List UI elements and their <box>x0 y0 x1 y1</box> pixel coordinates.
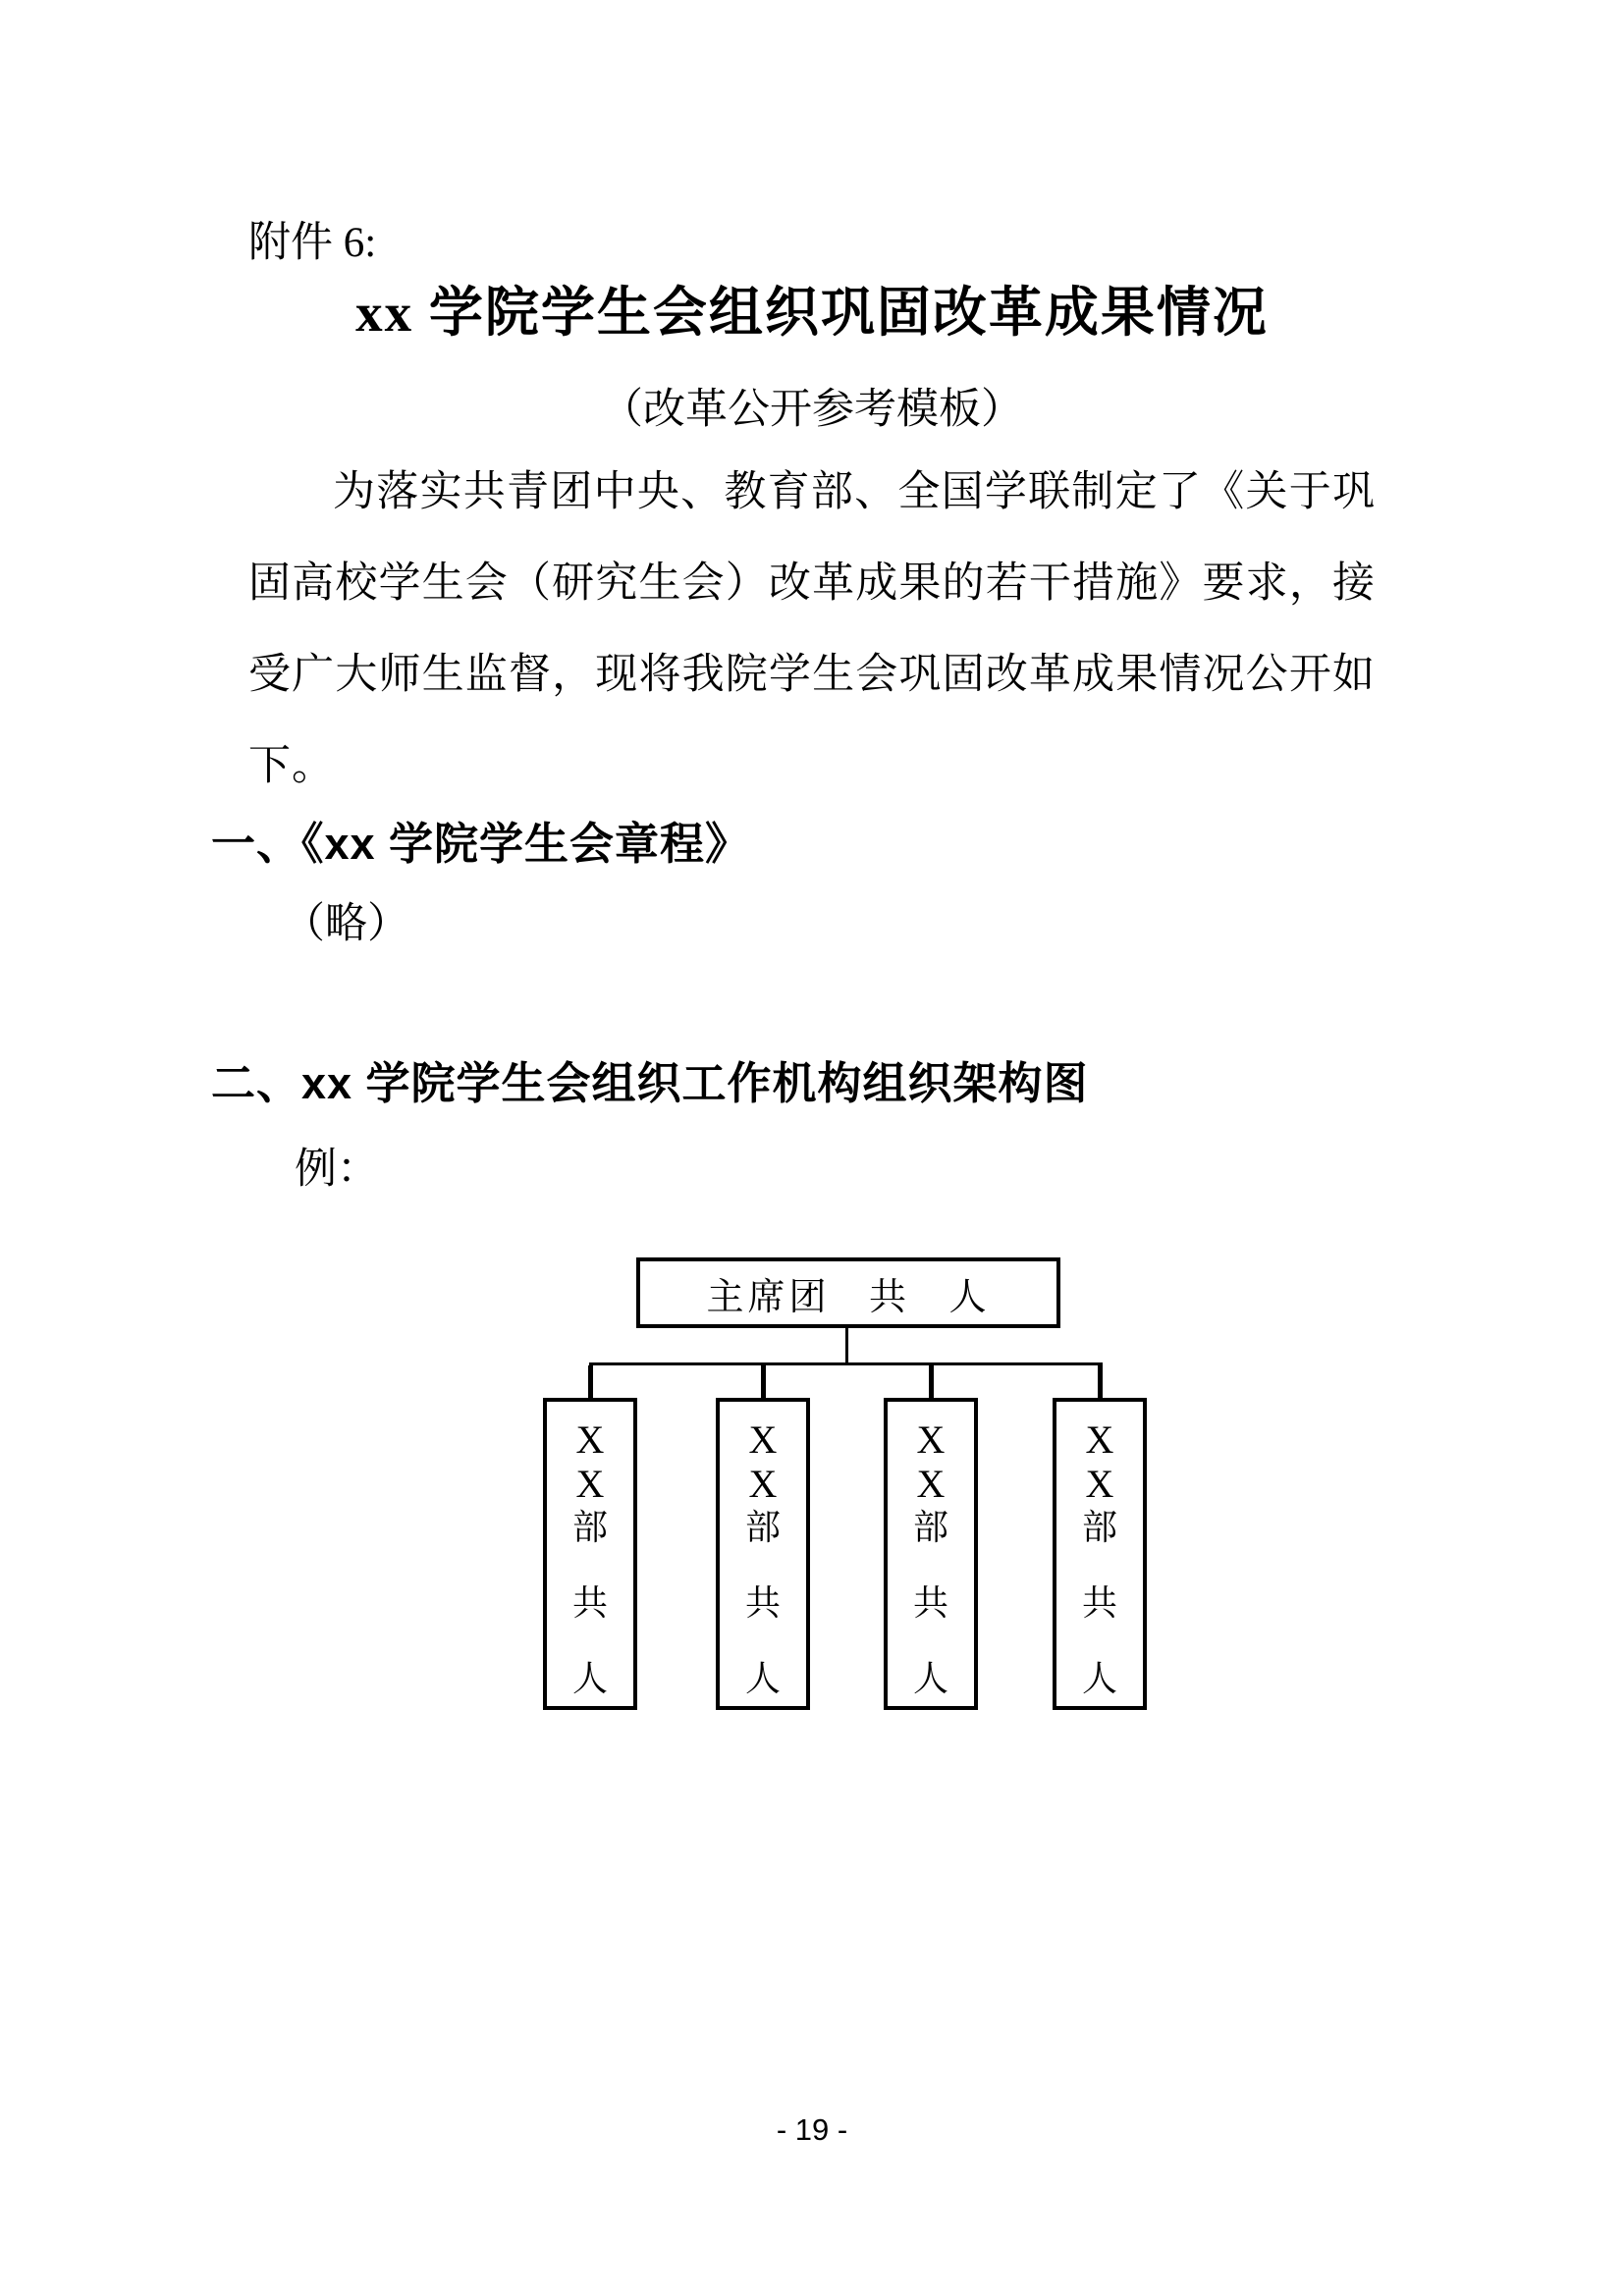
dept-char: 共 <box>744 1583 781 1623</box>
dept-char: X <box>575 1462 605 1506</box>
connector-drop-3 <box>929 1365 934 1399</box>
dept-char: 共 <box>571 1583 608 1623</box>
org-chart-dept-box <box>884 1398 978 1710</box>
example-label: 例： <box>295 1147 379 1193</box>
intro-paragraph <box>248 447 1376 812</box>
org-chart-root-box <box>636 1257 1060 1328</box>
page-number: - 19 - <box>776 2112 848 2147</box>
connector-drop-4 <box>1098 1365 1103 1399</box>
dept-char: X <box>916 1417 946 1462</box>
section-1-heading: 一、《xx 学院学生会章程》 <box>211 819 751 869</box>
paragraph-line: 受广大师生监督，现将我院学生会巩固改革成果情况公开如 <box>248 652 1376 698</box>
dept-char: 人 <box>744 1659 781 1698</box>
dept-char: 部 <box>571 1508 608 1547</box>
section-1-note: （略） <box>283 901 409 947</box>
dept-char: 人 <box>571 1659 608 1698</box>
org-chart-dept-box <box>1053 1398 1147 1710</box>
paragraph-line: 固高校学生会（研究生会）改革成果的若干措施》要求，接 <box>248 561 1376 607</box>
paragraph-line: 为落实共青团中央、教育部、全国学联制定了《关于巩 <box>333 469 1376 515</box>
org-chart-dept-box <box>543 1398 637 1710</box>
connector-horizontal <box>589 1362 1103 1365</box>
dept-char: X <box>1085 1417 1114 1462</box>
dept-char: X <box>575 1417 605 1462</box>
dept-char: X <box>1085 1462 1114 1506</box>
section-2-heading: 二、xx 学院学生会组织工作机构组织架构图 <box>211 1058 1089 1108</box>
org-chart-root-label: 主席团 共 人 <box>706 1276 991 1318</box>
dept-char: X <box>916 1462 946 1506</box>
page-title: xx 学院学生会组织巩固改革成果情况 <box>355 283 1269 343</box>
dept-char: X <box>748 1462 778 1506</box>
dept-char: 人 <box>912 1659 948 1698</box>
dept-char: 共 <box>912 1583 948 1623</box>
page-subtitle: （改革公开参考模板） <box>601 387 1023 433</box>
dept-char: 人 <box>1081 1659 1117 1698</box>
dept-char: 部 <box>1081 1508 1117 1547</box>
paragraph-line: 下。 <box>248 743 335 789</box>
dept-char: X <box>748 1417 778 1462</box>
connector-drop-2 <box>761 1365 766 1399</box>
dept-char: 部 <box>744 1508 781 1547</box>
attachment-label: 附件 6: <box>248 220 377 266</box>
dept-char: 部 <box>912 1508 948 1547</box>
connector-drop-1 <box>588 1365 593 1399</box>
connector-root-vertical <box>845 1328 848 1363</box>
org-chart-dept-box <box>716 1398 810 1710</box>
dept-char: 共 <box>1081 1583 1117 1623</box>
